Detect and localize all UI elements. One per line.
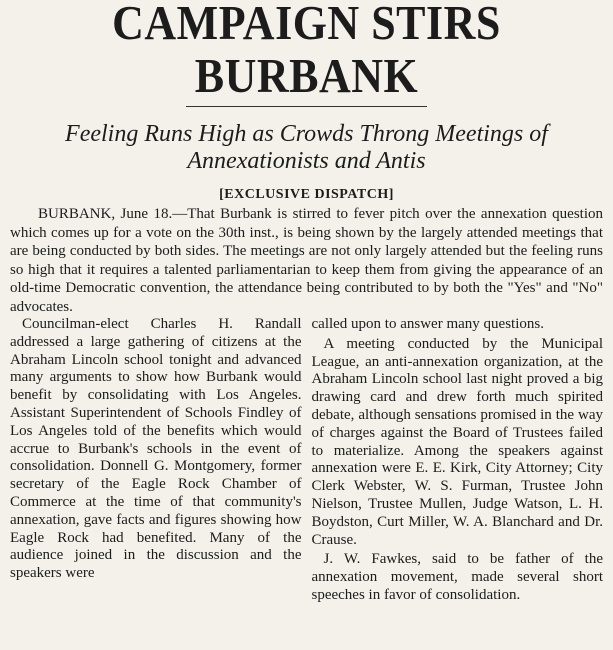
headline-rule bbox=[186, 106, 427, 107]
body-columns bbox=[10, 316, 603, 605]
left-column-text: Councilman-elect Charles H. Randall addressed a large gathering of citizens at the Abraham Lincoln school tonight and advanced many arguments to show how Burbank would benefit by consolidating with Los Angeles. Assistant Superintendent of Schools Findley of Los Angeles told of the benefits which would accrue to Burbank's schools in the event of consolidation. Donnell G. Montgomery, former secretary of the Eagle Rock Chamber of Commerce at the time of that community's annexation, gave facts and figures showing how Eagle Rock had benefited. Many of the audience joined in the discussion and the speakers were bbox=[10, 316, 302, 582]
newspaper-clipping bbox=[0, 2, 613, 650]
subheadline-line-1: Feeling Runs High as Crowds Throng Meetings of bbox=[65, 121, 548, 147]
subheadline-line-2: Annexationists and Antis bbox=[187, 148, 426, 174]
right-column-continuation: called upon to answer many questions. bbox=[311, 316, 544, 332]
lead-paragraph: BURBANK, June 18.—That Burbank is stirred to fever pitch over the annexation question which comes up for a vote on the 30th inst., is being shown by the largely attended meetings that are being conducted by both sides. The meetings are not only largely attended but the feeling runs so high that it requires a talented parliamentarian to keep them from giving the appearance of an old-time Democratic convention, the attendance being contributed to by both the "Yes" and "No" advocates. bbox=[10, 206, 603, 315]
dispatch-tag: [EXCLUSIVE DISPATCH] bbox=[219, 187, 394, 202]
right-column bbox=[312, 316, 604, 605]
subheadline bbox=[6, 121, 607, 175]
left-column bbox=[10, 316, 302, 605]
headline: CAMPAIGN STIRS BURBANK bbox=[112, 0, 501, 103]
right-column-paragraph-3: J. W. Fawkes, said to be father of the annexation movement, made several short speeches in favor of consolidation. bbox=[311, 551, 603, 603]
right-column-paragraph-2: A meeting conducted by the Municipal League, an anti-annexation organization, at the Abraham Lincoln school last night proved a big drawing card and drew forth much spirited debate, although sensations promised in the way of charges against the Board of Trustees failed to materialize. Among the speakers against annexation were E. E. Kirk, City Attorney; City Clerk Webster, W. S. Furman, Trustee John Nielson, Trustee Mullen, Judge Watson, L. H. Boydston, Curt Miller, W. A. Blanchard and Dr. Crause. bbox=[311, 335, 603, 548]
